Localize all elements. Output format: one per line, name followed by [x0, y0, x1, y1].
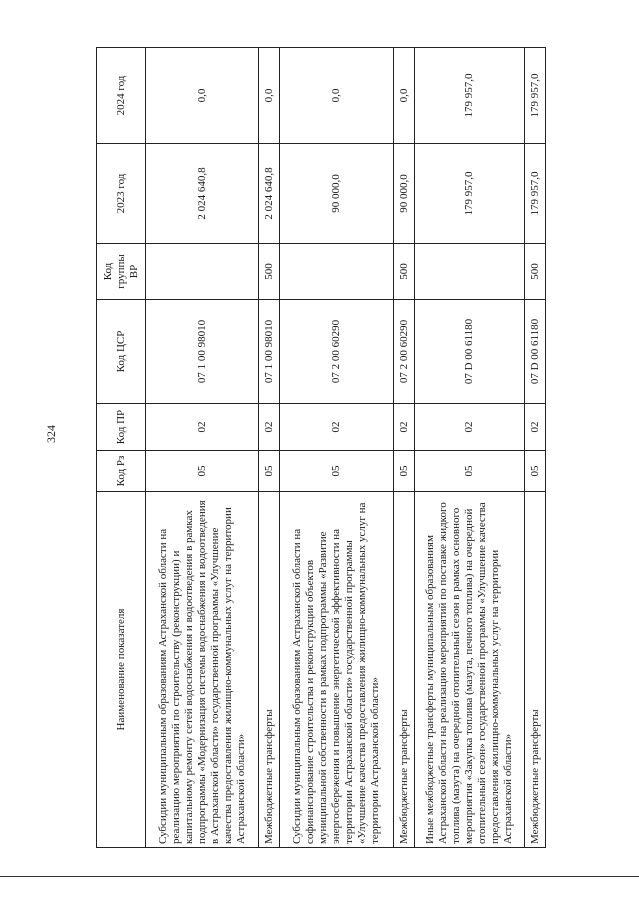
header-2024: 2024 год: [97, 48, 146, 144]
row-rz: 05: [415, 451, 525, 492]
row-2024: 0,0: [394, 48, 415, 144]
table-row: [525, 48, 546, 848]
row-2024: 0,0: [146, 48, 259, 144]
row-vr: [280, 244, 394, 300]
row-rz: 05: [280, 451, 394, 492]
row-2023: 90 000,0: [280, 144, 394, 244]
budget-table: [96, 47, 546, 848]
row-name: Субсидии муниципальным образованиям Астраханской области на реализацию мероприятий по строительству (реконструкции) и капитальному ремонту сетей водоснабжения и водоотведения в рамках подпрограммы «Модернизация системы водоснабжения и водоотведения в Астраханской области» государственной программы «Улучшение качества предоставления жилищно-коммунальных услуг на территории Астраханской области»: [146, 492, 259, 848]
header-rz: Код Рз: [97, 451, 146, 492]
table-row: [146, 48, 259, 848]
row-vr: [415, 244, 525, 300]
row-2023: 2 024 640,8: [259, 144, 280, 244]
row-vr: [146, 244, 259, 300]
row-vr: 500: [394, 244, 415, 300]
row-csr: 07 2 00 60290: [280, 300, 394, 404]
header-csr: Код ЦСР: [97, 300, 146, 404]
row-pr: 02: [394, 404, 415, 451]
scan-edge-line: [0, 876, 639, 877]
table-row: [394, 48, 415, 848]
row-name: Субсидии муниципальным образованиям Астраханской области на софинансирование строительства и реконструкции объектов муниципальной собственности в рамках подпрограммы «Развитие энергосбережения и повышение энергетической эффективности на территории Астраханской области» государственной программы «Улучшение качества предоставления жилищно-коммунальных услуг на территории Астраханской области»: [280, 492, 394, 848]
row-rz: 05: [525, 451, 546, 492]
table-row: [280, 48, 394, 848]
row-csr: 07 2 00 60290: [394, 300, 415, 404]
row-2023: 2 024 640,8: [146, 144, 259, 244]
row-pr: 02: [415, 404, 525, 451]
row-name: Межбюджетные трансферты: [394, 492, 415, 848]
row-csr: 07 1 00 98010: [146, 300, 259, 404]
table-row: [259, 48, 280, 848]
row-rz: 05: [146, 451, 259, 492]
header-name: Наименование показателя: [97, 492, 146, 848]
row-pr: 02: [525, 404, 546, 451]
page-number: 324: [44, 425, 58, 443]
header-pr: Код ПР: [97, 404, 146, 451]
row-pr: 02: [146, 404, 259, 451]
row-rz: 05: [259, 451, 280, 492]
row-pr: 02: [280, 404, 394, 451]
header-vr: Код группы ВР: [97, 244, 146, 300]
row-csr: 07 D 00 61180: [415, 300, 525, 404]
budget-table-rotated: [96, 48, 541, 848]
row-2023: 179 957,0: [415, 144, 525, 244]
row-name: Иные межбюджетные трансферты муниципальным образованиям Астраханской области на реализацию мероприятий по поставке жидкого топлива (мазута) на очередной отопительный сезон в рамках основного мероприятия «Закупка топлива (мазута, печного топлива) на очередной отопительный сезон» государственной программы «Улучшение качества предоставления жилищно-коммунальных услуг на территории Астраханской области»: [415, 492, 525, 848]
row-rz: 05: [394, 451, 415, 492]
table-row: [415, 48, 525, 848]
row-pr: 02: [259, 404, 280, 451]
row-2024: 179 957,0: [525, 48, 546, 144]
row-name: Межбюджетные трансферты: [259, 492, 280, 848]
row-2023: 90 000,0: [394, 144, 415, 244]
row-name: Межбюджетные трансферты: [525, 492, 546, 848]
row-csr: 07 1 00 98010: [259, 300, 280, 404]
row-csr: 07 D 00 61180: [525, 300, 546, 404]
header-row: [97, 48, 146, 848]
header-2023: 2023 год: [97, 144, 146, 244]
row-vr: 500: [259, 244, 280, 300]
row-2024: 0,0: [280, 48, 394, 144]
row-2024: 179 957,0: [415, 48, 525, 144]
row-2023: 179 957,0: [525, 144, 546, 244]
row-vr: 500: [525, 244, 546, 300]
row-2024: 0,0: [259, 48, 280, 144]
